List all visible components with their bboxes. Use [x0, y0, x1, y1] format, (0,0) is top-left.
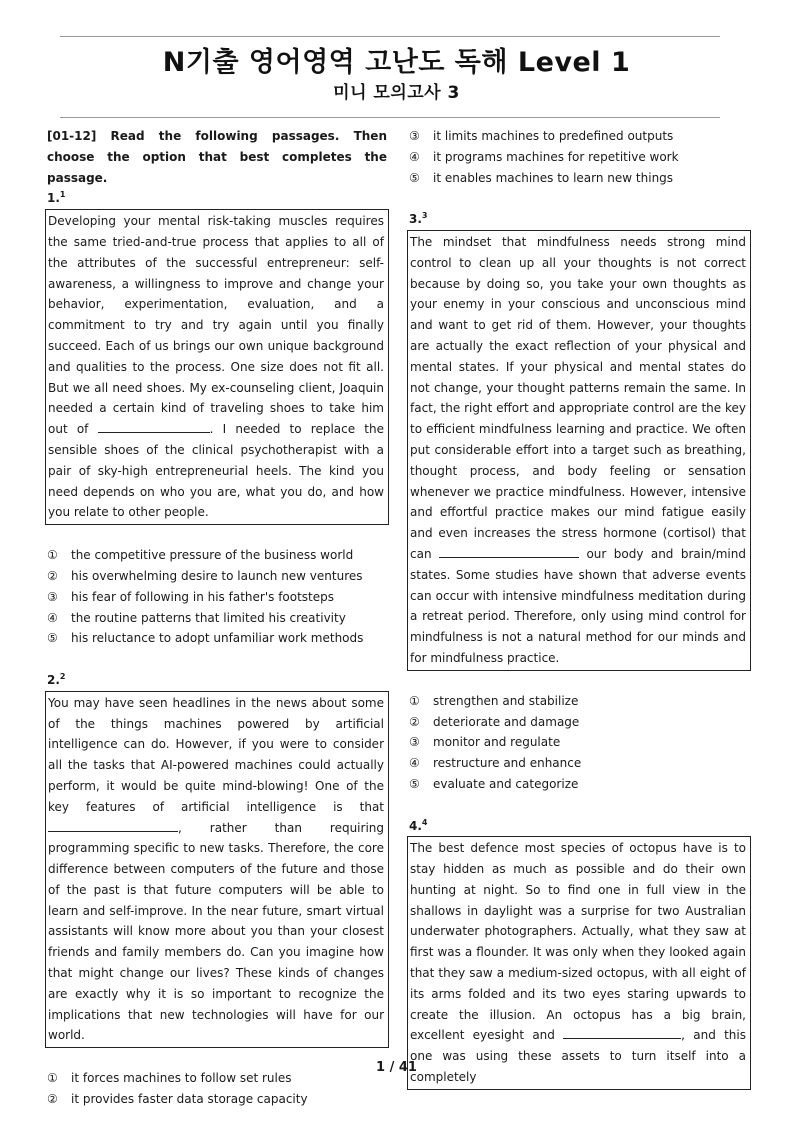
answer-blank [439, 545, 579, 558]
question-4-passage: The best defence most species of octopus have is to stay hidden as much as possible and do their own hunting at night. So to find one in full view in the shallows in daylight was a surprise for two Australian underwater photographers. Actually, what they saw at first was a flounder. It was only when they looked again that they saw a medium-sized octopus, with all eight of its arms folded and its two eyes staring upwards to create the illusion. An octopus has a big brain, excellent eyesight and , and this one was using these assets to turn itself into a completely [407, 836, 751, 1090]
answer-blank [48, 819, 178, 832]
question-4-footnote: 4 [421, 817, 428, 827]
option-2[interactable]: ② his overwhelming desire to launch new ventures [47, 568, 363, 583]
option-5[interactable]: ⑤ it enables machines to learn new things [409, 170, 674, 185]
question-3-options [409, 691, 749, 795]
question-1-options [47, 545, 387, 649]
option-1[interactable]: ① the competitive pressure of the business world [47, 548, 354, 563]
right-column [409, 126, 749, 1090]
option-2[interactable]: ② it provides faster data storage capacity [47, 1092, 308, 1107]
option-3[interactable]: ③ monitor and regulate [409, 735, 561, 750]
question-1-passage: Developing your mental risk-taking muscles requires the same tried-and-true process that applies to all of the attributes of the successful entrepreneur: self-awareness, a willingness to improve and change your behavior, experimentation, evaluation, and a commitment to try and try again until you finally succeed. Each of us brings our own unique background and qualities to the process. One size does not fit all. But we all need shoes. My ex-counseling client, Joaquin needed a certain kind of traveling shoes to take him out of . I needed to replace the sensible shoes of the clinical psychotherapist with a pair of sky-high entrepreneurial heels. The kind you need depends on who you are, what you do, and how you relate to other people. [45, 209, 389, 525]
question-3-passage: The mindset that mindfulness needs strong mind control to clean up all your thoughts is not correct because by doing so, you take your own thoughts as your enemy in your conscious and unconscious mind and want to get rid of them. However, your thoughts are actually the exact reflection of your physical and mental states. If your physical and mental states do not change, your thought patterns remain the same. In fact, the right effort and appropriate control are the key to efficient mindfulness learning and practice. We often put considerable effort into a target such as breathing, thought process, and body feeling or sensation whenever we practice mindfulness. However, intensive and effortful practice makes our mind fatigue easily and even increases the stress hormone (cortisol) that can our body and brain/mind states. Some studies have shown that adverse events can occur with intensive mindfulness meditation during a retreat period. Therefore, only using mind control for mindfulness is not a natural method for our minds and for mindfulness practice. [407, 230, 751, 671]
option-5[interactable]: ⑤ evaluate and categorize [409, 776, 579, 791]
question-2-passage: You may have seen headlines in the news about some of the things machines powered by artificial intelligence can do. However, if you were to consider all the tasks that AI-powered machines could actually perform, it would be quite mind-blowing! One of the key features of artificial intelligence is that , rather than requiring programming specific to new tasks. Therefore, the core difference between computers of the future and those of the past is that future computers will be able to learn and self-improve. In the near future, smart virtual assistants will know more about you than your closest friends and family members do. Can you imagine how that might change our lives? These kinds of changes are exactly why it is so important to recognize the implications that new technologies will have for our world. [45, 691, 389, 1049]
option-1[interactable]: ① it forces machines to follow set rules [47, 1071, 292, 1086]
left-column [47, 126, 387, 1110]
option-3[interactable]: ③ his fear of following in his father's footsteps [47, 589, 335, 604]
question-2-number: 2.$^2$ [47, 671, 66, 687]
question-2-footnote: 2 [59, 671, 66, 681]
option-1[interactable]: ① strengthen and stabilize [409, 693, 579, 708]
option-4[interactable]: ④ restructure and enhance [409, 756, 582, 771]
top-rule [60, 36, 720, 37]
question-1-number: 1.$^1$ [47, 190, 66, 206]
page-subtitle: 미니 모의고사 3 [333, 83, 460, 103]
question-3-number: 3.$^3$ [409, 211, 428, 227]
option-2[interactable]: ② deteriorate and damage [409, 714, 580, 729]
header-rule [60, 117, 720, 118]
question-3-footnote: 3 [421, 211, 428, 221]
option-5[interactable]: ⑤ his reluctance to adopt unfamiliar work methods [47, 631, 364, 646]
question-4-number: 4.$^4$ [409, 817, 428, 833]
page-title: N기출 영어영역 고난도 독해 Level 1 [162, 47, 631, 78]
answer-blank [98, 420, 210, 433]
option-4[interactable]: ④ the routine patterns that limited his creativity [47, 610, 346, 625]
answer-blank [563, 1026, 681, 1039]
instructions: [01-12] Read the following passages. Then choose the option that best completes the passage. [47, 129, 387, 185]
page-number: 1 / 41 [376, 1060, 417, 1075]
question-2-options-continued [409, 126, 749, 188]
option-3[interactable]: ③ it limits machines to predefined outputs [409, 129, 674, 143]
option-4[interactable]: ④ it programs machines for repetitive work [409, 149, 679, 164]
question-1-footnote: 1 [59, 190, 66, 200]
